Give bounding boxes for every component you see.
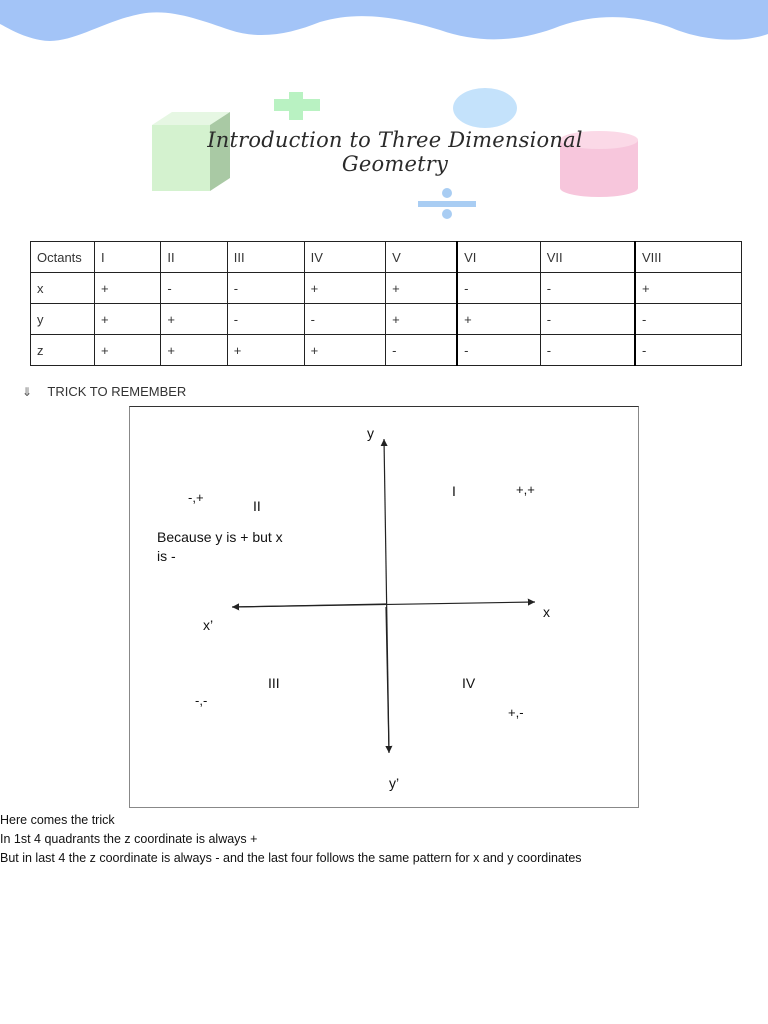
table-cell: + bbox=[386, 304, 457, 335]
table-cell: y bbox=[31, 304, 95, 335]
table-cell: z bbox=[31, 335, 95, 366]
table-cell: - bbox=[635, 304, 741, 335]
table-cell: + bbox=[304, 335, 386, 366]
table-row bbox=[31, 304, 742, 335]
y-axis-label: y bbox=[367, 425, 374, 441]
table-row bbox=[31, 335, 742, 366]
table-cell: + bbox=[161, 335, 227, 366]
quadrant-1-signs: +,+ bbox=[516, 482, 535, 497]
note-line-3: But in last 4 the z coordinate is always - and the last four follows the same pattern for x and y coordinates bbox=[0, 851, 582, 865]
trick-label: TRICK TO REMEMBER bbox=[47, 384, 187, 399]
table-cell: + bbox=[95, 273, 161, 304]
page-title: Introduction to Three Dimensional Geometry bbox=[207, 128, 583, 176]
quadrant-2-note-line2: is - bbox=[157, 548, 176, 564]
table-cell: + bbox=[161, 304, 227, 335]
title-banner-decoration bbox=[0, 0, 768, 230]
plus-shape bbox=[274, 92, 320, 120]
divide-shape bbox=[418, 188, 476, 219]
table-cell: - bbox=[227, 273, 304, 304]
table-cell: + bbox=[95, 335, 161, 366]
quadrant-4-signs: +,- bbox=[508, 705, 524, 720]
table-cell: III bbox=[227, 242, 304, 273]
table-cell: + bbox=[635, 273, 741, 304]
note-line-1: Here comes the trick bbox=[0, 813, 115, 827]
table-cell: V bbox=[386, 242, 457, 273]
table-cell: - bbox=[227, 304, 304, 335]
quadrant-4-label: IV bbox=[462, 675, 476, 691]
quadrant-2-signs: -,+ bbox=[188, 490, 204, 505]
quadrant-diagram bbox=[129, 406, 639, 808]
axes-drawing bbox=[130, 407, 640, 809]
table-cell: - bbox=[161, 273, 227, 304]
table-cell: IV bbox=[304, 242, 386, 273]
table-cell: VI bbox=[457, 242, 540, 273]
table-cell: - bbox=[457, 335, 540, 366]
table-cell: + bbox=[386, 273, 457, 304]
down-arrow-icon: ⇓ bbox=[22, 385, 33, 399]
table-cell: - bbox=[635, 335, 741, 366]
table-cell: VIII bbox=[635, 242, 741, 273]
table-cell: + bbox=[304, 273, 386, 304]
table-cell: x bbox=[31, 273, 95, 304]
table-cell: - bbox=[457, 273, 540, 304]
table-cell: - bbox=[386, 335, 457, 366]
quadrant-2-note-line1: Because y is + but x bbox=[157, 529, 283, 545]
table-cell: I bbox=[95, 242, 161, 273]
table-row bbox=[31, 273, 742, 304]
table-cell: - bbox=[540, 304, 635, 335]
x-axis-left-arrow bbox=[232, 604, 386, 607]
table-cell: + bbox=[227, 335, 304, 366]
y-prime-axis-label: y’ bbox=[389, 775, 400, 791]
table-cell: - bbox=[304, 304, 386, 335]
octants-sign-table bbox=[30, 241, 742, 366]
quadrant-2-label: II bbox=[253, 498, 261, 514]
table-cell: VII bbox=[540, 242, 635, 273]
trick-heading bbox=[22, 384, 186, 399]
table-cell: - bbox=[540, 273, 635, 304]
note-line-2: In 1st 4 quadrants the z coordinate is always + bbox=[0, 832, 258, 846]
table-cell: + bbox=[457, 304, 540, 335]
table-cell: Octants bbox=[31, 242, 95, 273]
table-header-row bbox=[31, 242, 742, 273]
x-axis-label: x bbox=[543, 604, 550, 620]
quadrant-3-signs: -,- bbox=[195, 693, 208, 708]
table-cell: - bbox=[540, 335, 635, 366]
quadrant-1-label: I bbox=[452, 483, 456, 499]
oval-shape bbox=[453, 88, 517, 128]
table-cell: II bbox=[161, 242, 227, 273]
quadrant-3-label: III bbox=[268, 675, 280, 691]
table-cell: + bbox=[95, 304, 161, 335]
x-prime-axis-label: x’ bbox=[203, 617, 214, 633]
